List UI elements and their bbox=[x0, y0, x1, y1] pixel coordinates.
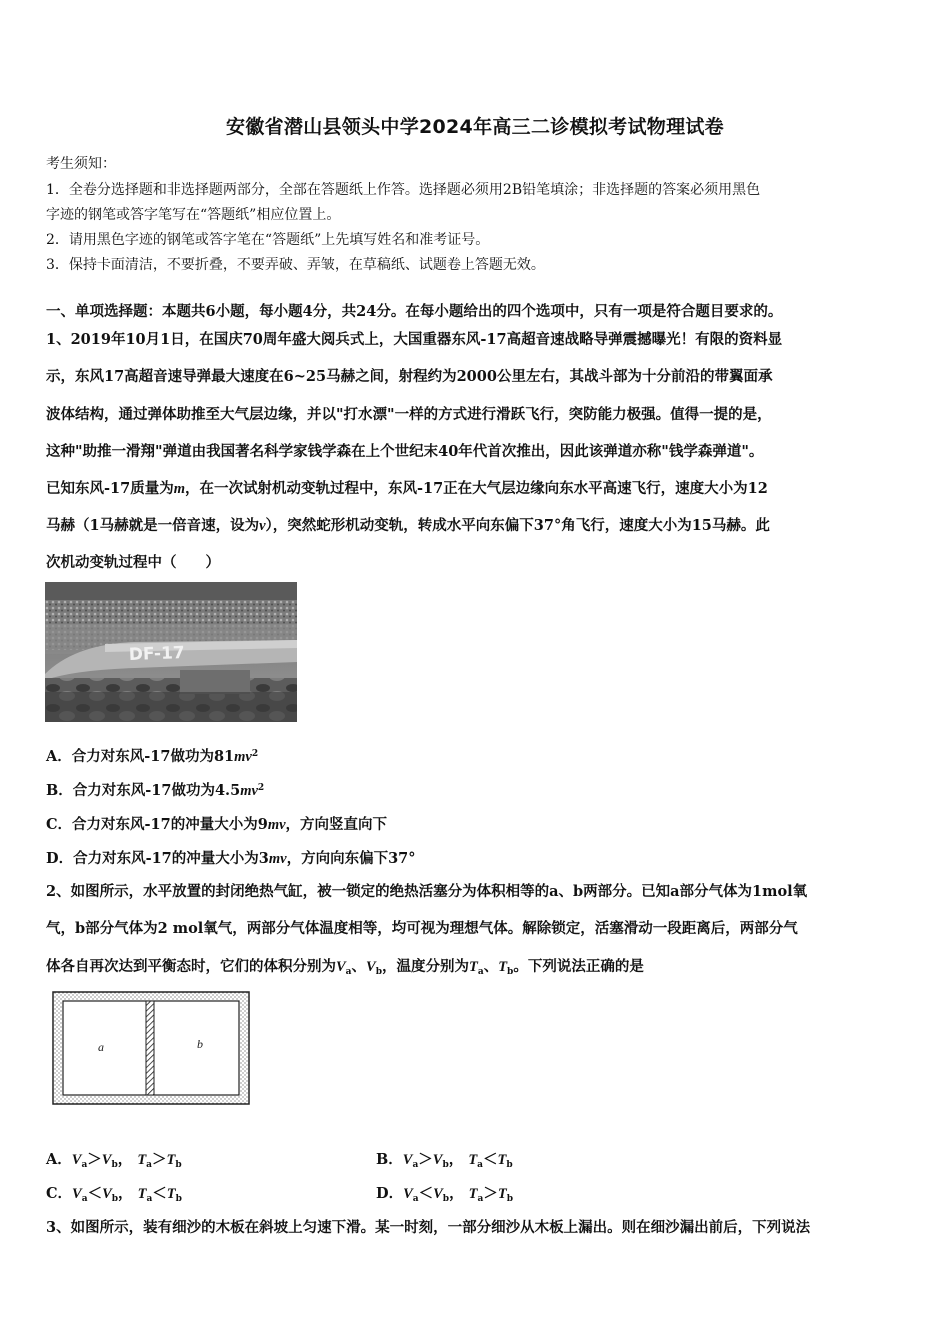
q1-line-5: 已知东风-17质量为m，在一次试射机动变轨过程中，东风-17正在大气层边缘向东水平高速飞行，速度大小为12 bbox=[46, 480, 768, 497]
q2-line-3: 体各自再次达到平衡态时，它们的体积分别为$V_a$、$V_b$，温度分别为$T_a$、$T_b$。下列说法正确的是 bbox=[46, 958, 644, 977]
q1-option-b[interactable]: B．合力对东风-17做功为$4.5mv^2$ bbox=[46, 782, 265, 799]
q1-line-1: 1、2019年10月1日，在国庆70周年盛大阅兵式上，大国重器东风-17高超音速战略导弹震撼曝光！有限的资料显 bbox=[46, 331, 783, 348]
notice-item-1-line-1: 1．全卷分选择题和非选择题两部分，全部在答题纸上作答。选择题必须用2B铅笔填涂；非选择题的答案必须用黑色 bbox=[46, 182, 761, 198]
q1-line-6: 马赫（1马赫就是一倍音速，设为v），突然蛇形机动变轨，转成水平向东偏下37°角飞行，速度大小为15马赫。此 bbox=[46, 517, 770, 534]
df17-missile-photo bbox=[45, 582, 297, 722]
chamber-a-label: a bbox=[98, 1040, 104, 1054]
q2-option-c[interactable]: C．$V_a<V_b$， $T_a<T_b$ bbox=[46, 1185, 182, 1204]
cylinder-diagram bbox=[50, 988, 255, 1110]
q2-line-2: 气，b部分气体为2 mol氧气，两部分气体温度相等，均可视为理想气体。解除锁定，活塞滑动一段距离后，两部分气 bbox=[46, 920, 798, 937]
q1-option-d[interactable]: D．合力对东风-17的冲量大小为3mv，方向向东偏下37° bbox=[46, 850, 416, 867]
notice-heading: 考生须知： bbox=[46, 156, 116, 172]
q1-option-c[interactable]: C．合力对东风-17的冲量大小为9mv，方向竖直向下 bbox=[46, 816, 388, 833]
q1-line-7: 次机动变轨过程中（ ） bbox=[46, 554, 220, 571]
notice-item-1-line-2: 字迹的钢笔或答字笔写在“答题纸”相应位置上。 bbox=[46, 207, 341, 223]
q2-option-d[interactable]: D．$V_a<V_b$， $T_a>T_b$ bbox=[376, 1185, 513, 1204]
df17-label: DF-17 bbox=[128, 643, 186, 665]
q1-option-a[interactable]: A．合力对东风-17做功为$81mv^2$ bbox=[46, 748, 259, 765]
q1-line-4: 这种"助推一滑翔"弹道由我国著名科学家钱学森在上个世纪末40年代首次推出，因此该弹道亦称"钱学森弹道"。 bbox=[46, 443, 764, 460]
q1-line-3: 波体结构，通过弹体助推至大气层边缘，并以"打水漂"一样的方式进行滑跃飞行，突防能力极强。值得一提的是， bbox=[46, 406, 772, 423]
q2-line-1: 2、如图所示，水平放置的封闭绝热气缸，被一锁定的绝热活塞分为体积相等的a、b两部分。已知a部分气体为1mol氧 bbox=[46, 883, 808, 900]
q1-line-2: 示，东风17高超音速导弹最大速度在6~25马赫之间，射程约为2000公里左右，其战斗部为十分前沿的带翼面承 bbox=[46, 368, 773, 385]
q2-option-b[interactable]: B．$V_a>V_b$， $T_a<T_b$ bbox=[376, 1151, 513, 1170]
notice-item-3: 3．保持卡面清洁，不要折叠，不要弄破、弄皱，在草稿纸、试题卷上答题无效。 bbox=[46, 257, 545, 273]
q3-line-1: 3、如图所示，装有细沙的木板在斜坡上匀速下滑。某一时刻，一部分细沙从木板上漏出。则在细沙漏出前后，下列说法 bbox=[46, 1219, 811, 1236]
chamber-b-label: b bbox=[197, 1037, 203, 1051]
notice-item-2: 2．请用黑色字迹的钢笔或答字笔在“答题纸”上先填写姓名和准考证号。 bbox=[46, 232, 490, 248]
section-heading: 一、单项选择题：本题共6小题，每小题4分，共24分。在每小题给出的四个选项中，只有一项是符合题目要求的。 bbox=[46, 303, 783, 320]
page-title: 安徽省潜山县领头中学2024年高三二诊模拟考试物理试卷 bbox=[226, 116, 724, 138]
q2-option-a[interactable]: A．$V_a>V_b$， $T_a>T_b$ bbox=[46, 1151, 182, 1170]
